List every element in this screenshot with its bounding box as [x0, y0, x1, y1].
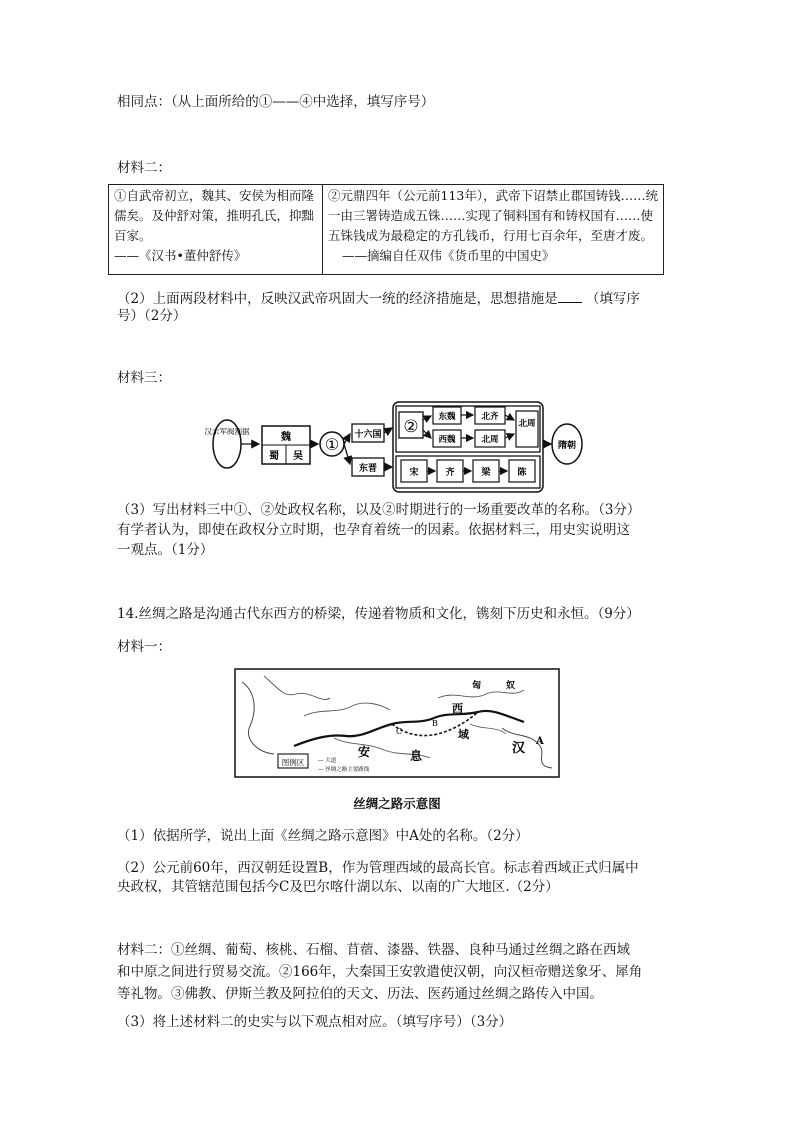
q13-2-text-a: （2）上面两段材料中，反映汉武帝巩固大一统的经济措施是，思想措施是	[117, 291, 558, 307]
dongjin-label: 东晋	[358, 464, 378, 474]
map-label-c: C	[396, 727, 403, 736]
q14-material2-line3: 等礼物。③佛教、伊斯兰教及阿拉伯的天文、历法、医药通过丝绸之路传入中国。	[117, 986, 603, 1002]
start-label: 汉末军阀割据	[204, 427, 250, 436]
regime-diagram	[204, 398, 590, 494]
map-xi: 西	[452, 702, 463, 715]
map-legend-road: — 大道	[318, 758, 337, 764]
liang-label: 梁	[481, 468, 491, 478]
sui-label: 隋朝	[557, 441, 577, 451]
q13-3-line3: 一观点。（1分）	[117, 542, 214, 558]
map-xiongnu-2: 奴	[506, 681, 516, 691]
q14-3: （3）将上述材料二的史实与以下观点相对应。（填写序号）（3分）	[117, 1014, 513, 1030]
beiqi-label: 北齐	[481, 412, 499, 422]
material2-left-text: ①自武帝初立，魏其、安侯为相而隆儒矣。及仲舒对策，推明孔氏，抑黜百家。	[114, 188, 315, 243]
qi-label: 齐	[445, 468, 455, 478]
xiwei-label: 西魏	[438, 435, 456, 445]
q14-1: （1）依据所学，说出上面《丝绸之路示意图》中A处的名称。（2分）	[117, 828, 529, 844]
map-xi2: 息	[410, 749, 423, 763]
mark-1-label: ①	[324, 435, 340, 454]
mark-2-label: ②	[403, 417, 419, 437]
answer-blank[interactable]	[558, 288, 582, 303]
q14-2-line1: （2）公元前60年，西汉朝廷设置B，作为管理西域的最高长官。标志着西域正式归属中	[117, 860, 639, 876]
map-label-b: B	[432, 719, 438, 728]
material2-right-cell	[323, 185, 664, 275]
q13-2-line1	[117, 288, 640, 310]
zhou-final-box	[516, 411, 538, 447]
map-legend-silk: — 丝绸之路主要路线	[318, 767, 370, 773]
map-an: 安	[358, 745, 371, 759]
material2-table	[108, 184, 664, 275]
q13-2-text-b: （填写序	[585, 291, 640, 307]
material2-right-source: ——摘编自任双伟《货币里的中国史》	[342, 248, 555, 263]
material2-right-text: ②元鼎四年（公元前113年），武帝下诏禁止郡国铸钱……统一由三署铸造成五铢……实现了铜料国有和铸权国有……使五铢钱成为最稳定的方孔钱币，行用七百余年，至唐才废。	[328, 188, 659, 243]
map-label-a: A	[536, 736, 544, 747]
wu-label: 吴	[293, 451, 303, 462]
silk-road-map	[234, 668, 560, 778]
chen-label: 陈	[517, 468, 527, 478]
map-han: 汉	[512, 741, 526, 756]
q13-3-line2: 有学者认为，即使在政权分立时期，也孕育着统一的因素。依据材料三，用史实说明这	[117, 522, 630, 538]
q14-material2-line2: 和中原之间进行贸易交流。②166年，大秦国王安敦遣使汉朝，向汉桓帝赠送象牙、犀角	[117, 964, 643, 980]
beizhou-label: 北周	[481, 435, 499, 445]
map-yu: 域	[458, 728, 469, 741]
q14-title: 14.丝绸之路是沟通古代东西方的桥梁，传递着物质和文化，镌刻下历史和永恒。（9分）	[117, 606, 640, 622]
material2-label: 材料二：	[117, 160, 171, 176]
dongwei-label: 东魏	[438, 412, 456, 422]
zhou-final-label: 北周	[518, 419, 536, 429]
q14-material1-label: 材料一：	[117, 639, 171, 655]
same-points-prompt: 相同点：（从上面所给的①——④中选择，填写序号）	[117, 94, 435, 110]
song-label: 宋	[409, 468, 419, 478]
shu-label: 蜀	[269, 451, 279, 462]
q14-material2-line1: 材料二：①丝绸、葡萄、核桃、石榴、苜蓿、漆器、铁器、良种马通过丝绸之路在西域	[117, 942, 630, 958]
q13-2-line2: 号）（2分）	[117, 308, 187, 324]
map-caption: 丝绸之路示意图	[353, 796, 441, 811]
q13-3-line1: （3）写出材料三中①、②处政权名称，以及②时期进行的一场重要改革的名称。（3分）	[117, 502, 641, 518]
q14-2-line2: 央政权，其管辖范围包括今C及巴尔喀什湖以东、以南的广大地区.（2分）	[117, 879, 559, 895]
wei-label: 魏	[281, 432, 291, 443]
material2-left-cell	[109, 185, 323, 275]
material3-label: 材料三：	[117, 370, 171, 386]
map-xiongnu-1: 匈	[472, 681, 482, 691]
map-inset-label: 图例区	[281, 758, 305, 767]
sixteen-kingdoms-label: 十六国	[354, 430, 382, 440]
material2-left-source: ——《汉书•董仲舒传》	[114, 248, 247, 263]
